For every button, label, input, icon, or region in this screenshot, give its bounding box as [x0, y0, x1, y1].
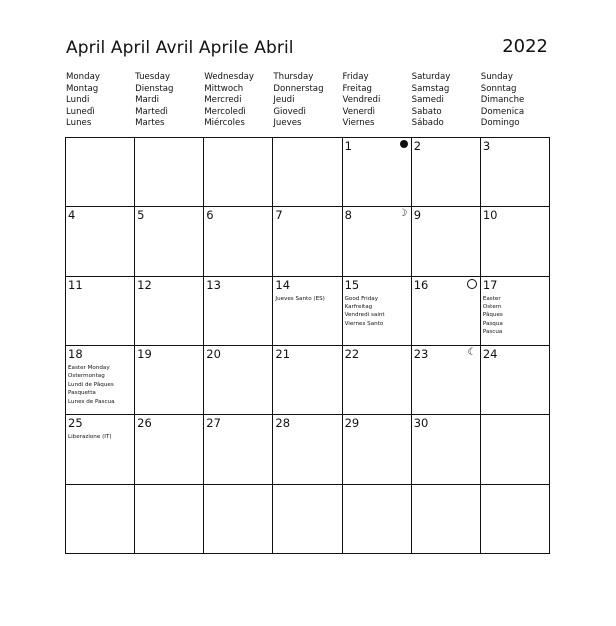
holiday-notes — [68, 433, 112, 441]
holiday-label: Pasquetta — [68, 390, 96, 397]
day-cell[interactable] — [135, 346, 204, 415]
holiday-label: Ostern — [482, 304, 502, 311]
weekday-name: Jeudi — [273, 95, 295, 106]
last-quarter-moon-icon: ☾ — [467, 347, 477, 358]
calendar-grid — [65, 137, 550, 554]
holiday-label: Ostermontag — [68, 373, 105, 380]
weekday-column — [343, 72, 412, 130]
weekday-name: Dimanche — [480, 95, 525, 106]
holiday-label: Jueves Santo (ES) — [275, 295, 325, 302]
day-number: 9 — [413, 208, 422, 223]
day-cell[interactable] — [412, 277, 481, 346]
weekday-column — [273, 72, 342, 130]
weekday-name: Sábado — [411, 118, 444, 129]
holiday-label: Pascua — [482, 329, 503, 336]
day-number: 21 — [275, 347, 291, 361]
year-label: 2022 — [502, 36, 548, 57]
day-cell[interactable] — [273, 207, 342, 276]
holiday-label: Pâques — [482, 312, 503, 319]
weekday-name: Donnerstag — [273, 83, 324, 94]
weekday-name: Friday — [342, 72, 369, 82]
day-cell[interactable] — [204, 415, 273, 484]
holiday-label: Lunes de Pascua — [68, 398, 115, 405]
weekday-column — [66, 72, 135, 130]
day-cell[interactable] — [481, 207, 550, 276]
day-number: 20 — [206, 347, 221, 361]
holiday-label: Lundi de Pâques — [68, 381, 114, 388]
day-number: 18 — [68, 347, 83, 361]
day-cell[interactable] — [481, 485, 550, 554]
day-number: 5 — [137, 208, 145, 223]
day-cell[interactable] — [135, 485, 204, 554]
day-cell[interactable] — [343, 415, 412, 484]
day-cell[interactable] — [66, 207, 135, 276]
day-number: 23 — [413, 347, 429, 361]
day-cell[interactable] — [343, 485, 412, 554]
day-cell[interactable] — [412, 346, 481, 415]
weekday-name: Jueves — [273, 118, 302, 129]
day-number: 16 — [413, 277, 429, 292]
weekday-name: Miércoles — [204, 118, 245, 129]
weekday-name: Mercoledì — [204, 106, 246, 117]
day-number: 15 — [344, 277, 360, 292]
day-number: 3 — [482, 139, 491, 153]
full-moon-icon — [467, 279, 477, 289]
holiday-label: Pasqua — [482, 320, 503, 327]
weekday-name: Samstag — [411, 83, 450, 94]
day-number: 26 — [137, 416, 152, 431]
holiday-notes — [483, 295, 503, 337]
weekday-name: Saturday — [411, 72, 451, 82]
day-cell[interactable] — [343, 277, 412, 346]
weekday-name: Venerdì — [342, 106, 375, 117]
weekday-name: Mercredi — [204, 95, 242, 106]
day-number: 29 — [344, 416, 360, 431]
month-title: April April Avril Aprile Abril — [66, 38, 294, 58]
day-cell[interactable] — [481, 277, 550, 346]
weekday-name: Sonntag — [480, 83, 517, 94]
holiday-notes — [275, 295, 324, 303]
holiday-label: Vendredi saint — [344, 312, 385, 319]
day-number: 7 — [275, 208, 283, 223]
day-cell[interactable] — [204, 277, 273, 346]
day-cell[interactable] — [204, 207, 273, 276]
day-number: 25 — [68, 416, 83, 431]
day-number: 17 — [482, 277, 498, 292]
day-number: 1 — [344, 139, 352, 153]
weekday-name: Domenica — [480, 106, 525, 117]
day-cell[interactable] — [66, 138, 135, 207]
day-cell[interactable] — [412, 485, 481, 554]
day-cell[interactable] — [66, 277, 135, 346]
weekday-name: Lundi — [66, 95, 90, 106]
day-cell[interactable] — [481, 415, 550, 484]
holiday-label: Viernes Santo — [344, 320, 384, 327]
weekday-name: Tuesday — [135, 72, 171, 82]
weekday-column — [481, 72, 550, 130]
first-quarter-moon-icon: ☽ — [398, 208, 408, 220]
weekday-name: Sabato — [411, 106, 442, 117]
weekday-name: Mittwoch — [204, 83, 244, 94]
day-cell[interactable] — [481, 138, 550, 207]
weekday-column — [135, 72, 204, 130]
weekday-name: Dienstag — [135, 83, 174, 94]
day-cell[interactable] — [135, 138, 204, 207]
weekday-name: Vendredi — [342, 95, 381, 106]
day-cell[interactable] — [135, 415, 204, 484]
weekday-name: Montag — [66, 83, 99, 94]
day-cell[interactable] — [273, 138, 342, 207]
holiday-label: Karfreitag — [344, 304, 373, 311]
weekday-column — [412, 72, 481, 130]
day-number: 2 — [413, 139, 422, 153]
day-cell[interactable] — [412, 138, 481, 207]
day-number: 4 — [68, 208, 76, 223]
holiday-label: Good Friday — [344, 295, 379, 302]
day-cell[interactable] — [135, 207, 204, 276]
weekday-name: Samedi — [411, 95, 444, 106]
weekday-header — [66, 72, 550, 130]
weekday-name: Martes — [135, 118, 165, 129]
day-number: 8 — [344, 208, 352, 223]
day-cell[interactable] — [273, 346, 342, 415]
weekday-name: Sunday — [480, 72, 513, 82]
day-cell[interactable] — [135, 277, 204, 346]
day-number: 22 — [344, 347, 360, 361]
day-cell[interactable] — [204, 138, 273, 207]
day-cell[interactable] — [481, 346, 550, 415]
day-cell[interactable] — [66, 415, 135, 484]
day-cell[interactable] — [412, 415, 481, 484]
day-cell[interactable] — [343, 346, 412, 415]
weekday-name: Lunedì — [66, 106, 95, 117]
holiday-label: Easter Monday — [68, 365, 110, 371]
day-number: 10 — [482, 208, 498, 223]
day-number: 28 — [275, 416, 291, 431]
day-cell[interactable] — [343, 138, 412, 207]
weekday-name: Viernes — [342, 118, 375, 129]
day-cell[interactable] — [204, 485, 273, 554]
holiday-label: Liberazione (IT) — [68, 434, 112, 441]
day-number: 6 — [206, 208, 214, 223]
day-number: 30 — [413, 416, 429, 431]
weekday-column — [204, 72, 273, 130]
weekday-name: Thursday — [273, 72, 314, 82]
weekday-name: Freitag — [342, 83, 372, 94]
weekday-name: Mardi — [135, 95, 160, 106]
day-cell[interactable] — [66, 346, 135, 415]
weekday-name: Lunes — [66, 118, 92, 129]
day-number: 14 — [275, 277, 291, 292]
day-cell[interactable] — [66, 485, 135, 554]
day-number: 11 — [68, 277, 83, 292]
day-number: 24 — [482, 347, 498, 361]
day-number: 13 — [206, 277, 221, 292]
day-number: 19 — [137, 347, 152, 361]
day-cell[interactable] — [273, 415, 342, 484]
day-cell[interactable] — [204, 346, 273, 415]
day-cell[interactable] — [412, 207, 481, 276]
new-moon-icon — [400, 140, 408, 148]
day-cell[interactable] — [273, 485, 342, 554]
day-number: 27 — [206, 416, 221, 431]
weekday-name: Wednesday — [204, 72, 255, 82]
day-number: 12 — [137, 277, 152, 292]
holiday-notes — [345, 295, 385, 329]
holiday-label: Easter — [482, 295, 501, 302]
weekday-name: Monday — [66, 72, 100, 82]
day-cell[interactable] — [343, 207, 412, 276]
weekday-name: Martedì — [135, 106, 168, 117]
weekday-name: Domingo — [480, 118, 520, 129]
day-cell[interactable] — [273, 277, 342, 346]
holiday-notes — [68, 364, 115, 406]
weekday-name: Giovedì — [273, 106, 306, 117]
